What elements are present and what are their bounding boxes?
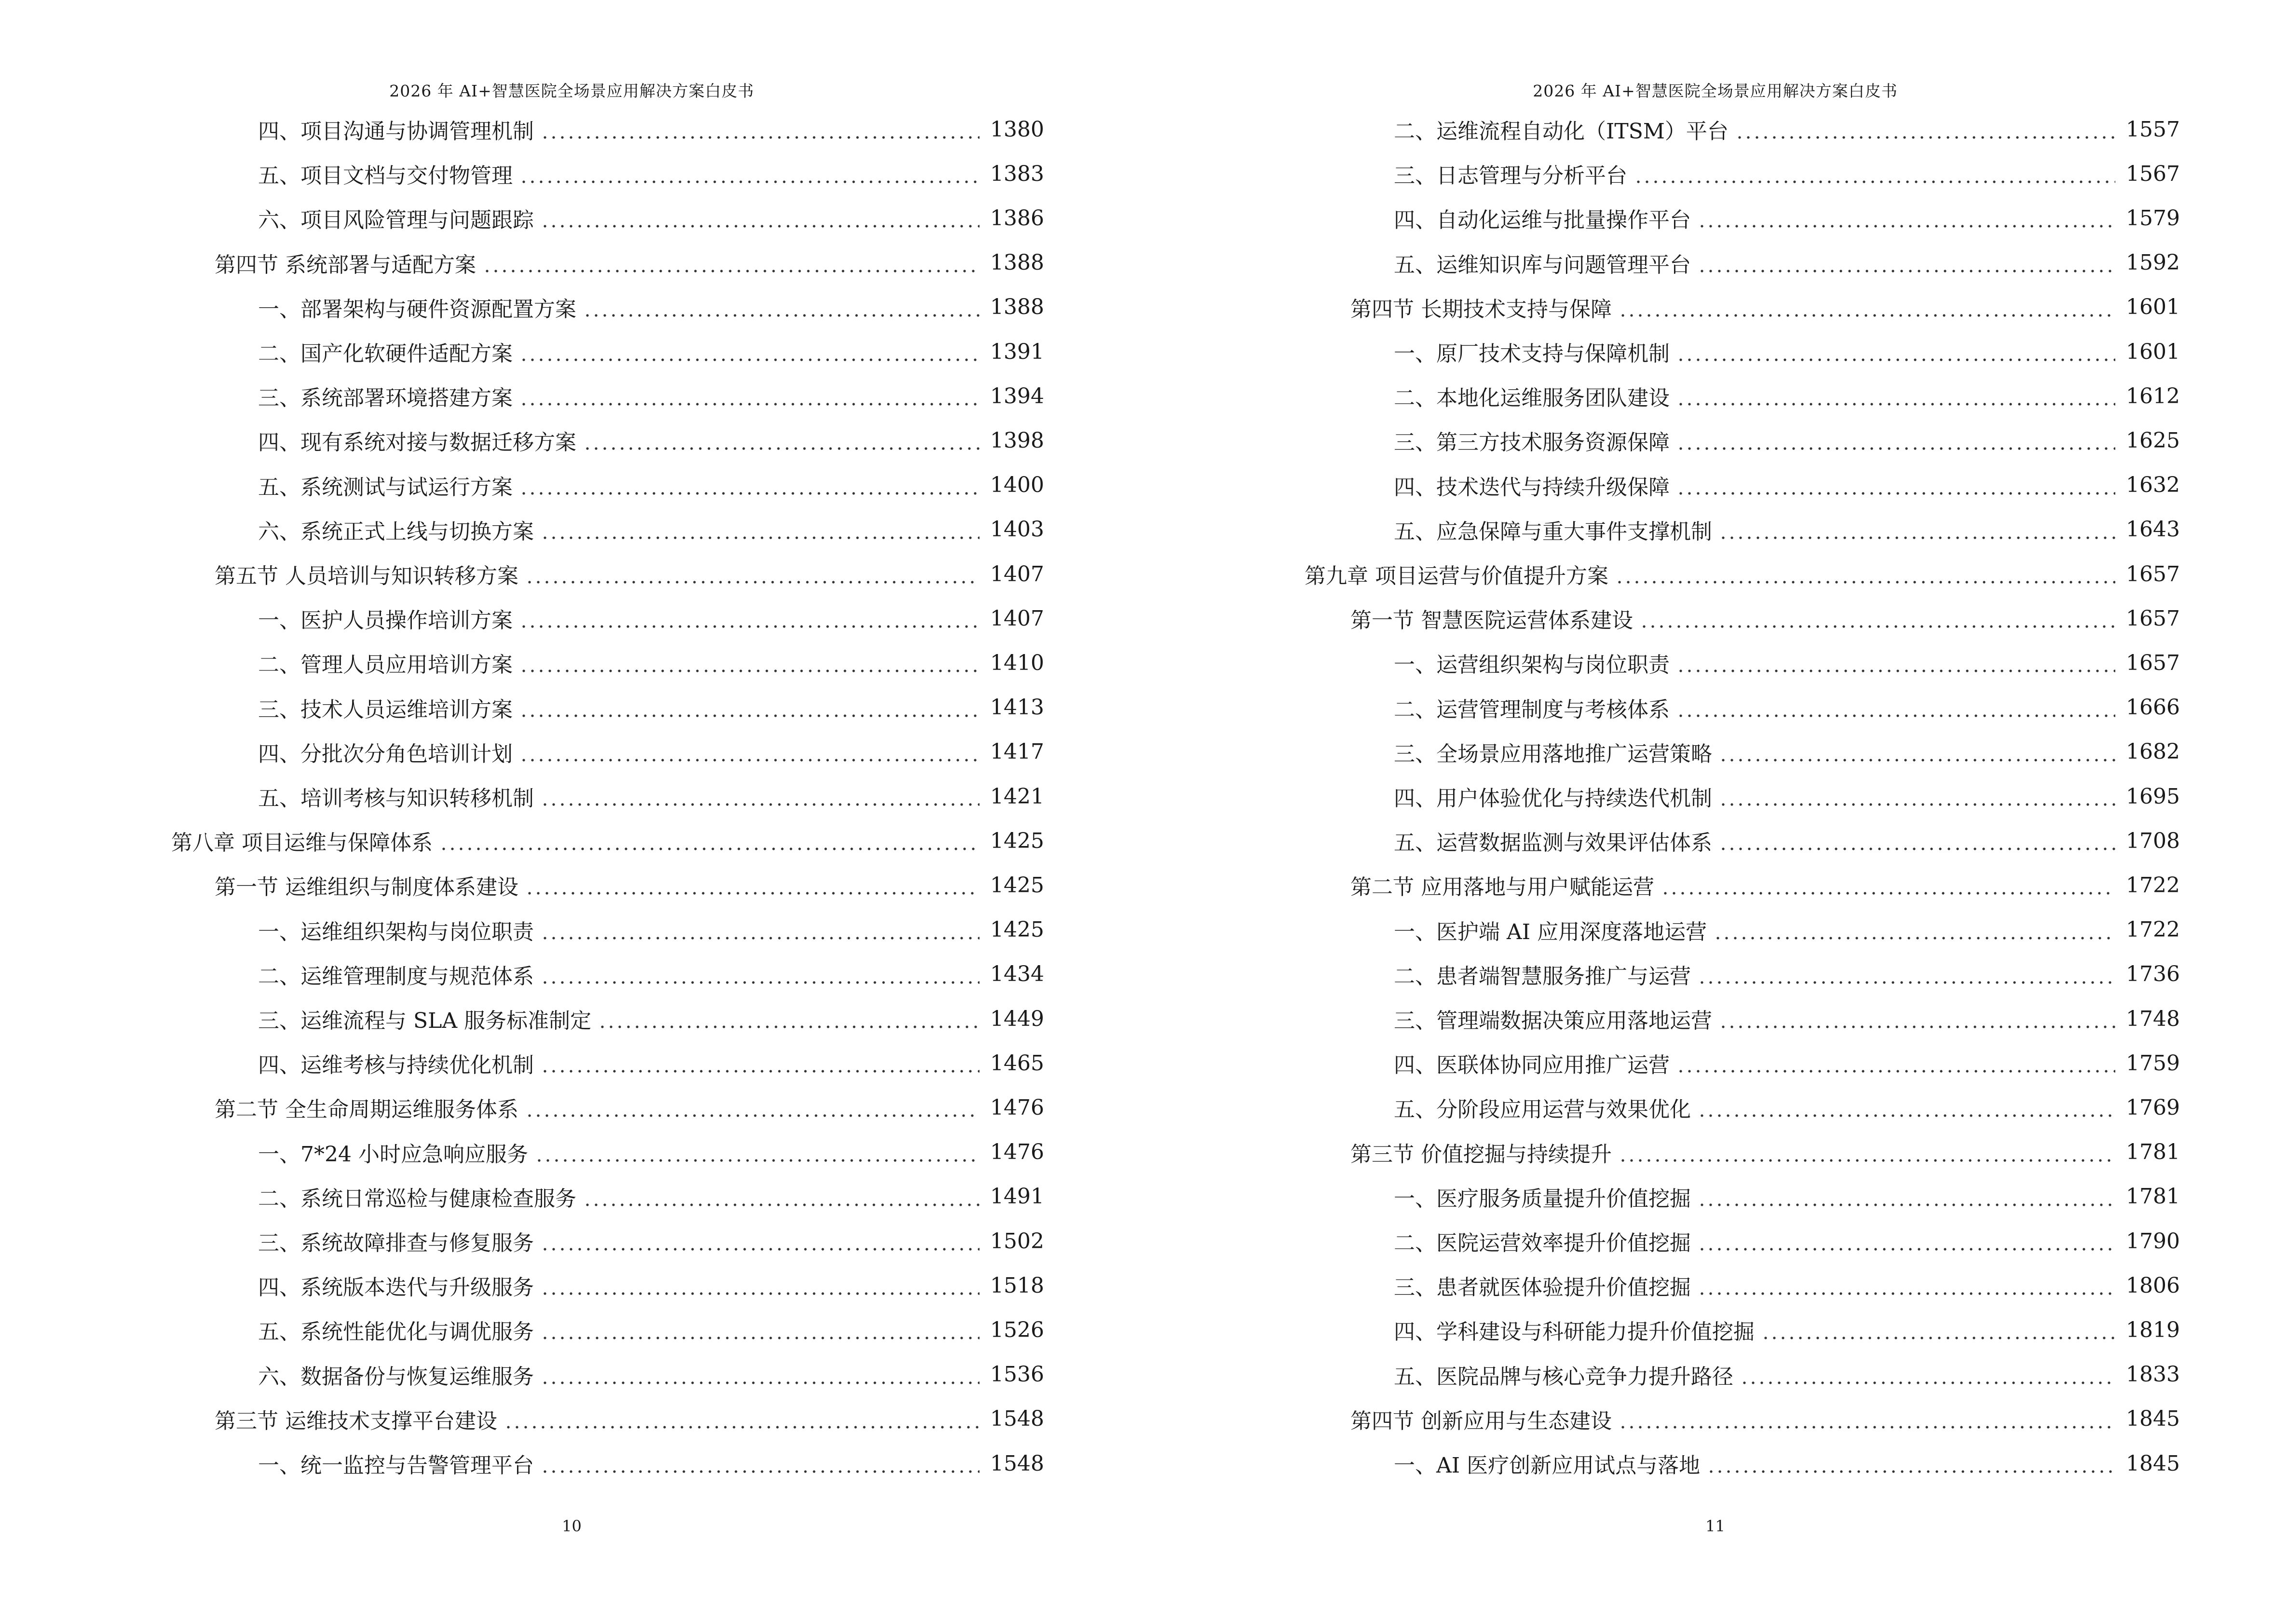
toc-entry-label: 一、AI 医疗创新应用试点与落地 (1394, 1453, 1701, 1478)
toc-entry[interactable] (258, 690, 1044, 725)
toc-entry[interactable] (1394, 423, 2180, 458)
toc-entry-page: 1557 (2126, 117, 2180, 142)
toc-entry-label: 一、统一监控与告警管理平台 (258, 1453, 534, 1478)
toc-entry[interactable] (258, 1268, 1044, 1303)
toc-entry-page: 1722 (2126, 917, 2180, 942)
toc-entry-label: 四、技术迭代与持续升级保障 (1394, 475, 1670, 500)
toc-entry[interactable] (258, 645, 1044, 680)
dot-leader (541, 1230, 980, 1252)
toc-entry-page: 1643 (2126, 517, 2180, 542)
toc-entry[interactable] (1394, 1446, 2180, 1481)
toc-entry-page: 1806 (2126, 1273, 2180, 1298)
toc-entry-page: 1722 (2126, 873, 2180, 898)
toc-entry[interactable] (258, 735, 1044, 769)
dot-leader (1719, 830, 2115, 851)
toc-entry-label: 第九章 项目运营与价值提升方案 (1305, 564, 1608, 588)
toc-entry-page: 1425 (990, 917, 1044, 942)
toc-entry-page: 1421 (990, 784, 1044, 809)
dot-leader (519, 385, 980, 407)
toc-entry-label: 三、第三方技术服务资源保障 (1394, 430, 1670, 455)
dot-leader (1698, 964, 2115, 985)
toc-entry[interactable] (1305, 557, 2180, 591)
toc-entry-label: 第二节 全生命周期运维服务体系 (215, 1097, 518, 1122)
toc-entry-page: 1502 (990, 1228, 1044, 1254)
toc-entry[interactable] (258, 379, 1044, 413)
toc-entry-page: 1748 (2126, 1006, 2180, 1031)
toc-entry-page: 1592 (2126, 250, 2180, 275)
toc-entry-label: 五、运营数据监测与效果评估体系 (1394, 831, 1712, 856)
dot-leader (1676, 341, 2115, 362)
toc-entry-label: 二、医院运营效率提升价值挖掘 (1394, 1231, 1691, 1256)
toc-entry-label: 四、学科建设与科研能力提升价值挖掘 (1394, 1320, 1755, 1345)
toc-entry-label: 六、系统正式上线与切换方案 (258, 519, 534, 544)
toc-entry-label: 三、系统故障排查与修复服务 (258, 1231, 534, 1256)
toc-entry[interactable] (258, 1135, 1044, 1170)
toc-entry-page: 1769 (2126, 1095, 2180, 1120)
dot-leader (519, 163, 980, 184)
toc-entry[interactable] (1394, 779, 2180, 814)
toc-entry-page: 1394 (990, 383, 1044, 409)
page-header: 2026 年 AI+智慧医院全场景应用解决方案白皮书 (389, 82, 754, 100)
dot-leader (541, 1052, 980, 1074)
toc-entry-label: 一、运维组织架构与岗位职责 (258, 919, 534, 944)
dot-leader (1676, 1052, 2115, 1074)
dot-leader (483, 252, 980, 273)
toc-entry-label: 第五节 人员培训与知识转移方案 (215, 564, 518, 588)
toc-entry-page: 1682 (2126, 739, 2180, 764)
toc-entry-label: 二、患者端智慧服务推广与运营 (1394, 964, 1691, 989)
toc-entry-label: 六、数据备份与恢复运维服务 (258, 1364, 534, 1389)
toc-entry-label: 五、系统测试与试运行方案 (258, 475, 513, 500)
dot-leader (525, 874, 980, 896)
dot-leader (541, 786, 980, 807)
toc-entry-label: 五、医院品牌与核心竞争力提升路径 (1394, 1364, 1733, 1389)
toc-entry-page: 1536 (990, 1362, 1044, 1387)
toc-entry-page: 1781 (2126, 1140, 2180, 1165)
toc-entry-page: 1413 (990, 695, 1044, 720)
page-number: 10 (562, 1517, 582, 1535)
toc-entry-label: 六、项目风险管理与问题跟踪 (258, 208, 534, 233)
toc-entry-label: 三、全场景应用落地推广运营策略 (1394, 741, 1712, 766)
toc-entry[interactable] (1394, 690, 2180, 725)
toc-entry-page: 1579 (2126, 205, 2180, 231)
toc-entry-page: 1400 (990, 473, 1044, 498)
toc-entry-label: 第三节 价值挖掘与持续提升 (1350, 1142, 1612, 1167)
dot-leader (583, 430, 980, 451)
toc-entry-page: 1666 (2126, 695, 2180, 720)
toc-entry-page: 1657 (2126, 561, 2180, 587)
dot-leader (1719, 741, 2115, 763)
toc-entry[interactable] (258, 1001, 1044, 1036)
toc-entry-page: 1548 (990, 1406, 1044, 1432)
toc-entry[interactable] (258, 1446, 1044, 1481)
toc-entry[interactable] (1394, 1268, 2180, 1303)
toc-entry-label: 四、自动化运维与批量操作平台 (1394, 208, 1691, 233)
toc-entry-label: 第一节 运维组织与制度体系建设 (215, 875, 518, 900)
toc-entry[interactable] (215, 246, 1044, 280)
toc-entry[interactable] (1394, 645, 2180, 680)
dot-leader (1698, 207, 2115, 229)
toc-entry-label: 三、日志管理与分析平台 (1394, 164, 1627, 189)
toc-entry-page: 1601 (2126, 339, 2180, 364)
dot-leader (1615, 563, 2115, 585)
dot-leader (1698, 252, 2115, 273)
toc-entry[interactable] (258, 423, 1044, 458)
toc-entry-page: 1476 (990, 1140, 1044, 1165)
dot-leader (1634, 163, 2115, 184)
dot-leader (1661, 874, 2115, 896)
toc-entry-page: 1833 (2126, 1362, 2180, 1387)
toc-entry-label: 第一节 智慧医院运营体系建设 (1350, 608, 1633, 633)
toc-entry-label: 第四节 长期技术支持与保障 (1350, 297, 1612, 322)
dot-leader (541, 207, 980, 229)
dot-leader (1698, 1230, 2115, 1252)
toc-entry-label: 一、医护人员操作培训方案 (258, 608, 513, 633)
toc-entry[interactable] (1394, 913, 2180, 947)
dot-leader (1761, 1319, 2115, 1340)
toc-entry[interactable] (1394, 1357, 2180, 1392)
toc-entry[interactable] (258, 1312, 1044, 1347)
toc-entry-label: 第四节 创新应用与生态建设 (1350, 1408, 1612, 1433)
toc-entry-label: 二、管理人员应用培训方案 (258, 653, 513, 678)
dot-leader (1676, 385, 2115, 407)
dot-leader (1619, 1142, 2115, 1163)
toc-entry[interactable] (258, 290, 1044, 325)
toc-entry-label: 一、运营组织架构与岗位职责 (1394, 653, 1670, 678)
toc-entry-label: 第三节 运维技术支撑平台建设 (215, 1408, 497, 1433)
toc-entry-page: 1657 (2126, 650, 2180, 675)
toc-entry[interactable] (1350, 1402, 2180, 1436)
dot-leader (1698, 1275, 2115, 1296)
dot-leader (1698, 1186, 2115, 1207)
toc-entry[interactable] (258, 112, 1044, 147)
dot-leader (519, 741, 980, 763)
toc-entry-label: 一、医疗服务质量提升价值挖掘 (1394, 1186, 1691, 1211)
toc-entry[interactable] (1394, 1046, 2180, 1080)
toc-entry[interactable] (1394, 1312, 2180, 1347)
toc-entry-label: 五、分阶段应用运营与效果优化 (1394, 1097, 1691, 1122)
dot-leader (583, 1186, 980, 1207)
toc-entry-page: 1449 (990, 1006, 1044, 1031)
toc-entry-label: 第二节 应用落地与用户赋能运营 (1350, 875, 1654, 900)
dot-leader (541, 519, 980, 540)
toc-entry[interactable] (1394, 823, 2180, 858)
dot-leader (439, 830, 980, 851)
toc-entry-page: 1625 (2126, 428, 2180, 453)
dot-leader (1676, 475, 2115, 496)
toc-entry[interactable] (1394, 512, 2180, 547)
dot-leader (1619, 297, 2115, 318)
dot-leader (525, 563, 980, 585)
toc-entry-page: 1759 (2126, 1051, 2180, 1076)
dot-leader (519, 697, 980, 718)
dot-leader (519, 652, 980, 673)
toc-entry-page: 1434 (990, 962, 1044, 987)
toc-entry-label: 二、本地化运维服务团队建设 (1394, 386, 1670, 411)
toc-entry-page: 1403 (990, 517, 1044, 542)
toc-entry-label: 三、管理端数据决策应用落地运营 (1394, 1009, 1712, 1033)
toc-entry[interactable] (258, 1357, 1044, 1392)
dot-leader (1714, 919, 2115, 941)
dot-leader (541, 1319, 980, 1340)
toc-entry[interactable] (1394, 201, 2180, 235)
dot-leader (1676, 697, 2115, 718)
toc-entry[interactable] (258, 468, 1044, 503)
dot-leader (1707, 1453, 2115, 1474)
toc-entry[interactable] (1394, 1179, 2180, 1214)
dot-leader (541, 919, 980, 941)
dot-leader (1735, 119, 2115, 140)
toc-entry-page: 1526 (990, 1317, 1044, 1342)
toc-entry[interactable] (258, 334, 1044, 369)
dot-leader (541, 119, 980, 140)
dot-leader (1619, 1408, 2115, 1430)
dot-leader (1719, 786, 2115, 807)
toc-entry-page: 1491 (990, 1184, 1044, 1209)
toc-entry-page: 1476 (990, 1095, 1044, 1120)
toc-entry-label: 四、分批次分角色培训计划 (258, 741, 513, 766)
toc-entry-page: 1845 (2126, 1406, 2180, 1432)
dot-leader (519, 341, 980, 362)
toc-entry[interactable] (215, 1402, 1044, 1436)
toc-entry-label: 三、技术人员运维培训方案 (258, 697, 513, 722)
toc-entry-page: 1601 (2126, 295, 2180, 320)
toc-entry-page: 1695 (2126, 784, 2180, 809)
toc-entry-label: 二、运维管理制度与规范体系 (258, 964, 534, 989)
toc-entry-label: 第四节 系统部署与适配方案 (215, 252, 476, 277)
toc-entry-label: 第八章 项目运维与保障体系 (171, 831, 433, 856)
dot-leader (504, 1408, 980, 1430)
toc-entry[interactable] (258, 1046, 1044, 1080)
toc-entry-page: 1845 (2126, 1451, 2180, 1476)
toc-entry[interactable] (258, 156, 1044, 191)
dot-leader (541, 1364, 980, 1385)
toc-entry-page: 1708 (2126, 828, 2180, 853)
toc-entry-label: 四、用户体验优化与持续迭代机制 (1394, 786, 1712, 811)
toc-entry[interactable] (258, 957, 1044, 992)
toc-entry-label: 四、现有系统对接与数据迁移方案 (258, 430, 576, 455)
toc-entry-label: 四、医联体协同应用推广运营 (1394, 1053, 1670, 1078)
toc-entry[interactable] (1350, 290, 2180, 325)
toc-entry-label: 四、运维考核与持续优化机制 (258, 1053, 534, 1078)
toc-entry-page: 1410 (990, 650, 1044, 675)
toc-entry-page: 1425 (990, 828, 1044, 853)
toc-entry-page: 1819 (2126, 1317, 2180, 1342)
toc-entry[interactable] (1394, 334, 2180, 369)
toc-entry-page: 1465 (990, 1051, 1044, 1076)
toc-entry-page: 1417 (990, 739, 1044, 764)
toc-entry-page: 1612 (2126, 383, 2180, 409)
toc-entry-label: 二、国产化软硬件适配方案 (258, 341, 513, 366)
dot-leader (598, 1008, 980, 1029)
toc-entry-page: 1790 (2126, 1228, 2180, 1254)
dot-leader (541, 1275, 980, 1296)
toc-entry-label: 四、系统版本迭代与升级服务 (258, 1275, 534, 1300)
toc-entry[interactable] (1394, 246, 2180, 280)
toc-entry-page: 1781 (2126, 1184, 2180, 1209)
dot-leader (525, 1097, 980, 1118)
toc-entry-label: 五、系统性能优化与调优服务 (258, 1320, 534, 1345)
dot-leader (519, 475, 980, 496)
dot-leader (1676, 430, 2115, 451)
dot-leader (1676, 652, 2115, 673)
toc-entry[interactable] (258, 779, 1044, 814)
toc-entry-label: 三、患者就医体验提升价值挖掘 (1394, 1275, 1691, 1300)
toc-entry-page: 1407 (990, 561, 1044, 587)
toc-entry-label: 二、系统日常巡检与健康检查服务 (258, 1186, 576, 1211)
toc-entry-page: 1398 (990, 428, 1044, 453)
dot-leader (541, 1453, 980, 1474)
toc-entry[interactable] (1394, 1224, 2180, 1258)
toc-entry-page: 1736 (2126, 962, 2180, 987)
toc-entry-label: 一、部署架构与硬件资源配置方案 (258, 297, 576, 322)
toc-entry-page: 1407 (990, 606, 1044, 631)
toc-entry-page: 1518 (990, 1273, 1044, 1298)
toc-entry-page: 1383 (990, 161, 1044, 186)
toc-entry[interactable] (1394, 156, 2180, 191)
toc-entry-page: 1391 (990, 339, 1044, 364)
dot-leader (1640, 608, 2115, 629)
toc-entry-page: 1380 (990, 117, 1044, 142)
toc-entry-label: 五、应急保障与重大事件支撑机制 (1394, 519, 1712, 544)
toc-entry[interactable] (258, 601, 1044, 636)
toc-entry-page: 1548 (990, 1451, 1044, 1476)
toc-entry-page: 1425 (990, 873, 1044, 898)
dot-leader (535, 1142, 980, 1163)
toc-entry-page: 1386 (990, 205, 1044, 231)
toc-entry[interactable] (215, 1090, 1044, 1125)
toc-entry[interactable] (258, 1224, 1044, 1258)
toc-entry-page: 1657 (2126, 606, 2180, 631)
dot-leader (541, 964, 980, 985)
toc-entry[interactable] (258, 201, 1044, 235)
toc-entry[interactable] (1394, 735, 2180, 769)
toc-entry-label: 一、医护端 AI 应用深度落地运营 (1394, 919, 1707, 944)
toc-entry-label: 一、原厂技术支持与保障机制 (1394, 341, 1670, 366)
toc-entry-label: 五、项目文档与交付物管理 (258, 164, 513, 189)
toc-entry-page: 1567 (2126, 161, 2180, 186)
toc-entry[interactable] (1394, 468, 2180, 503)
page-number: 11 (1705, 1517, 1725, 1535)
toc-entry[interactable] (1394, 1090, 2180, 1125)
toc-entry-page: 1388 (990, 295, 1044, 320)
toc-entry[interactable] (1394, 1001, 2180, 1036)
toc-entry[interactable] (215, 868, 1044, 902)
toc-entry-label: 四、项目沟通与协调管理机制 (258, 119, 534, 144)
toc-entry-label: 二、运维流程自动化（ITSM）平台 (1394, 119, 1729, 144)
toc-entry-label: 一、7*24 小时应急响应服务 (258, 1142, 528, 1167)
toc-entry[interactable] (1394, 112, 2180, 147)
toc-entry[interactable] (258, 512, 1044, 547)
toc-entry[interactable] (1350, 601, 2180, 636)
toc-entry[interactable] (1350, 1135, 2180, 1170)
toc-entry[interactable] (171, 823, 1044, 858)
toc-entry[interactable] (215, 557, 1044, 591)
toc-entry[interactable] (258, 1179, 1044, 1214)
page-header: 2026 年 AI+智慧医院全场景应用解决方案白皮书 (1533, 82, 1898, 100)
dot-leader (1719, 519, 2115, 540)
dot-leader (1719, 1008, 2115, 1029)
toc-entry-label: 三、系统部署环境搭建方案 (258, 386, 513, 411)
toc-entry[interactable] (1394, 379, 2180, 413)
dot-leader (519, 608, 980, 629)
toc-entry[interactable] (258, 913, 1044, 947)
toc-entry-label: 五、运维知识库与问题管理平台 (1394, 252, 1691, 277)
right-page (1144, 0, 2287, 1624)
toc-entry-label: 五、培训考核与知识转移机制 (258, 786, 534, 811)
toc-entry-page: 1632 (2126, 473, 2180, 498)
toc-entry[interactable] (1350, 868, 2180, 902)
toc-entry-page: 1388 (990, 250, 1044, 275)
dot-leader (583, 297, 980, 318)
dot-leader (1698, 1097, 2115, 1118)
toc-entry-label: 二、运营管理制度与考核体系 (1394, 697, 1670, 722)
toc-entry[interactable] (1394, 957, 2180, 992)
toc-entry-label: 三、运维流程与 SLA 服务标准制定 (258, 1009, 592, 1033)
dot-leader (1740, 1364, 2115, 1385)
